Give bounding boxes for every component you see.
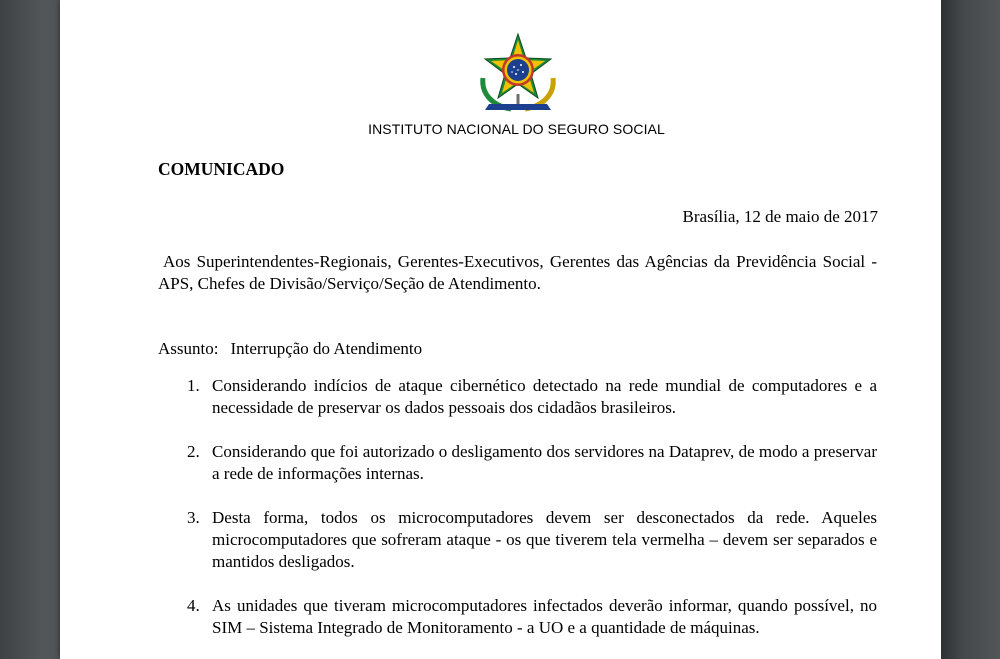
document-title: COMUNICADO: [158, 159, 285, 179]
list-item-text: As unidades que tiveram microcomputadores infectados deverão informar, quando possível, no SIM – Sistema Integrado de Monitoramento - a UO e a quantidade de máquinas.: [212, 596, 877, 637]
numbered-list: [158, 375, 877, 659]
list-item-text: Considerando que foi autorizado o desligamento dos servidores na Dataprev, de modo a preservar a rede de informações internas.: [212, 442, 877, 483]
list-item-number: 4.: [187, 596, 200, 615]
list-item-number: 3.: [187, 508, 200, 527]
brazil-coat-of-arms-icon: [475, 32, 561, 114]
list-item: [158, 595, 877, 639]
viewer-left-margin: [0, 0, 60, 659]
subject-label: Assunto:: [158, 339, 219, 358]
document-page: [60, 0, 941, 659]
recipients-paragraph: Aos Superintendentes-Regionais, Gerentes-Executivos, Gerentes das Agências da Previdência Social - APS, Chefes de Divisão/Serviço/Seção de Atendimento.: [158, 252, 877, 293]
subject-line: [158, 338, 877, 360]
list-item-text: Desta forma, todos os microcomputadores devem ser desconectados da rede. Aqueles microcomputadores que sofreram ataque - os que tiverem tela vermelha – devem ser separados e mantidos desligados.: [212, 508, 877, 571]
date-line: Brasília, 12 de maio de 2017: [682, 207, 878, 226]
organization-name: INSTITUTO NACIONAL DO SEGURO SOCIAL: [368, 121, 665, 137]
list-item-number: 2.: [187, 442, 200, 461]
viewer-right-margin: [941, 0, 1000, 659]
list-item: [158, 441, 877, 485]
list-item: [158, 507, 877, 573]
subject-text: Interrupção do Atendimento: [230, 339, 423, 358]
list-item: [158, 375, 877, 419]
list-item-text: Considerando indícios de ataque cibernético detectado na rede mundial de computadores e a necessidade de preservar os dados pessoais dos cidadãos brasileiros.: [212, 376, 877, 417]
list-item-number: 1.: [187, 376, 200, 395]
